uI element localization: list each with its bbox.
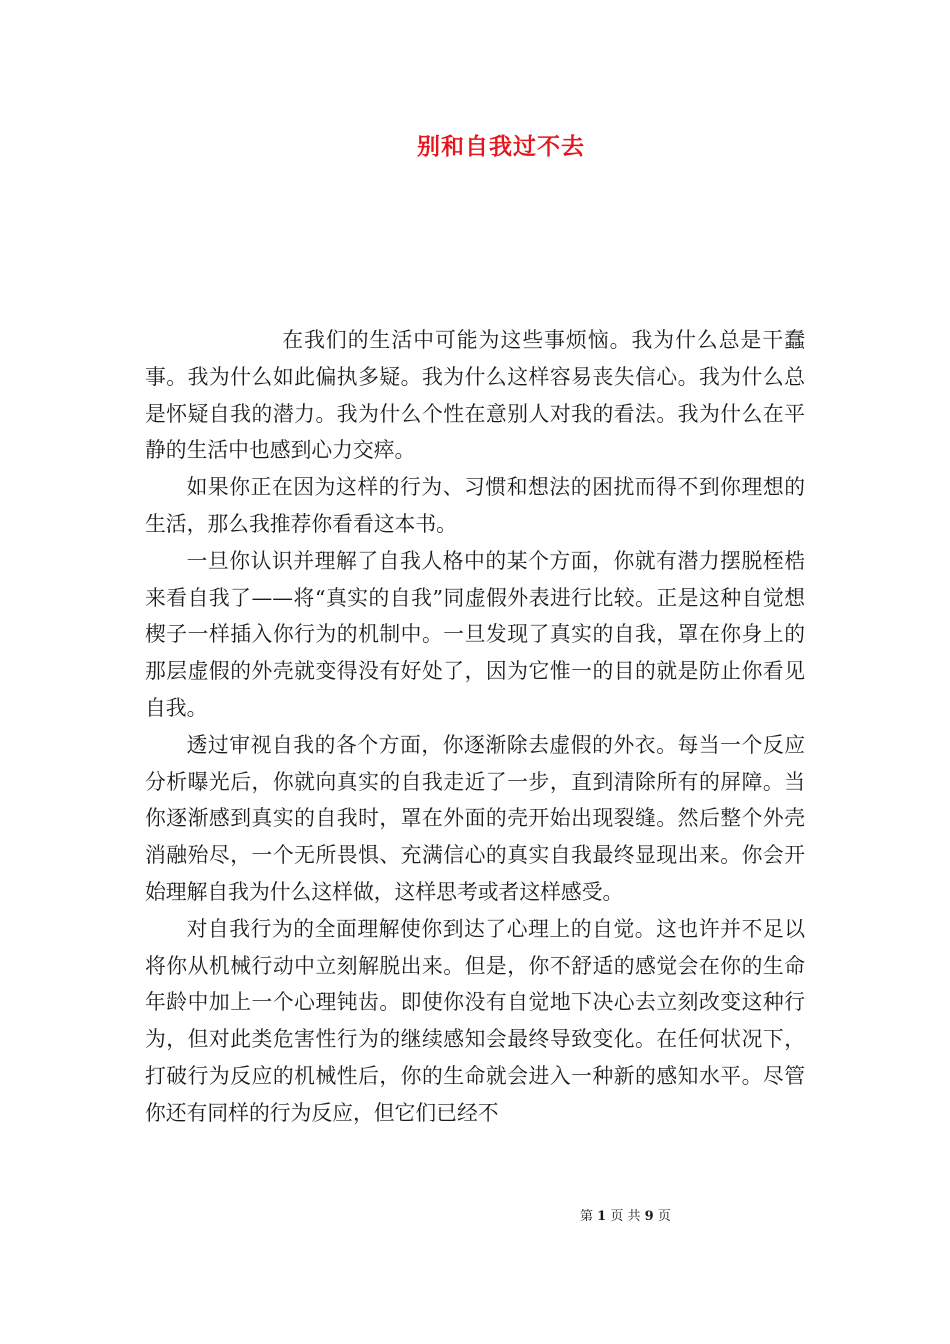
footer-prefix: 第 — [580, 1209, 594, 1224]
paragraph: 如果你正在因为这样的行为、习惯和想法的困扰而得不到你理想的生活，那么我推荐你看看这本书。 — [145, 475, 805, 536]
paragraph: 在我们的生活中可能为这些事烦恼。我为什么总是干蠢事。我为什么如此偏执多疑。我为什么这样容易丧失信心。我为什么总是怀疑自我的潜力。我为什么个性在意别人对我的看法。我为什么在平静的生活中也感到心力交瘁。 — [145, 328, 805, 463]
document-body — [145, 322, 805, 1132]
page-footer — [0, 1205, 950, 1224]
paragraph: 对自我行为的全面理解使你到达了心理上的自觉。这也许并不足以将你从机械行动中立刻解脱出来。但是，你不舒适的感觉会在你的生命年龄中加上一个心理钝齿。即使你没有自觉地下决心去立刻改变这种行为，但对此类危害性行为的继续感知会最终导致变化。在任何状况下，打破行为反应的机械性后，你的生命就会进入一种新的感知水平。尽管你还有同样的行为反应，但它们已经不 — [145, 916, 805, 1125]
footer-suffix: 页 — [657, 1209, 671, 1224]
paragraph: 透过审视自我的各个方面，你逐渐除去虚假的外衣。每当一个反应分析曝光后，你就向真实的自我走近了一步，直到清除所有的屏障。当你逐渐感到真实的自我时，罩在外面的壳开始出现裂缝。然后整个外壳消融殆尽，一个无所畏惧、充满信心的真实自我最终显现出来。你会开始理解自我为什么这样做，这样思考或者这样感受。 — [145, 732, 805, 904]
footer-middle: 页 共 — [610, 1209, 641, 1224]
total-page-number: 9 — [644, 1209, 654, 1224]
paragraph: 一旦你认识并理解了自我人格中的某个方面，你就有潜力摆脱桎梏来看自我了——将“真实的自我”同虚假外表进行比较。正是这种自觉想楔子一样插入你行为的机制中。一旦发现了真实的自我，罩在你身上的那层虚假的外壳就变得没有好处了，因为它惟一的目的就是防止你看见自我。 — [145, 548, 805, 720]
document-title: 别和自我过不去 — [417, 133, 585, 160]
current-page-number: 1 — [597, 1209, 607, 1224]
